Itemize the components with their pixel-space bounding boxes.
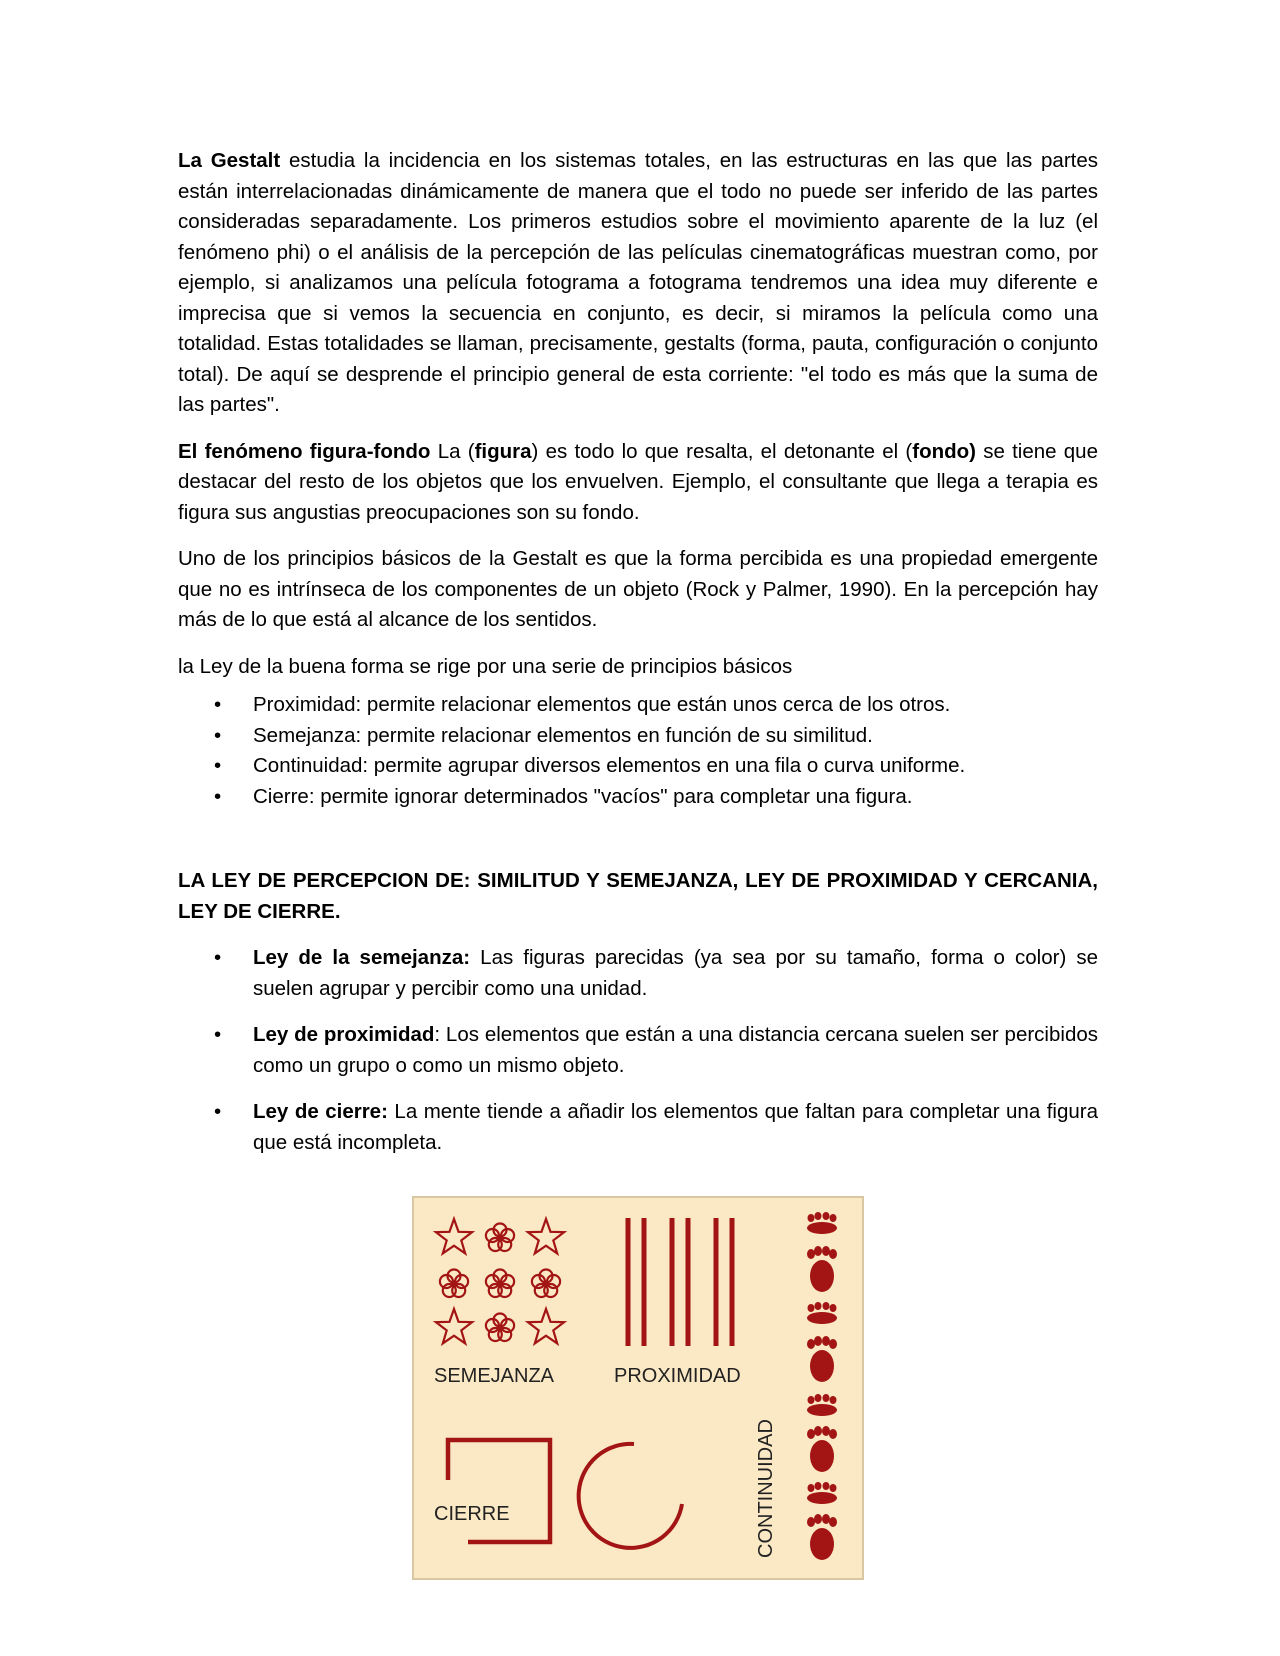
bullet: • <box>214 946 222 969</box>
bullet: • <box>214 693 222 716</box>
laws-list <box>178 943 1098 1158</box>
paragraph-gestalt <box>178 146 1098 421</box>
gestalt-laws-figure <box>412 1196 864 1580</box>
principle-text: Continuidad: permite agrupar diversos elementos en una fila o curva uniforme. <box>253 754 966 777</box>
principle-text: Proximidad: permite relacionar elementos que están unos cerca de los otros. <box>253 693 951 716</box>
list-item <box>178 1020 1098 1081</box>
list-item <box>178 751 1098 782</box>
gestalt-text: estudia la incidencia en los sistemas totales, en las estructuras en las que las partes están interrelacionadas dinámicamente de manera que el todo no puede ser inferido de las partes consideradas separadamente. Los primeros estudios sobre el movimiento aparente de la luz (el fenómeno phi) o el análisis de la percepción de las películas cinematográficas muestran como, por ejemplo, si analizamos una película fotograma a fotograma tendremos una idea muy diferente e imprecisa que si vemos la secuencia en conjunto, es decir, si miramos la película como una totalidad. Estas totalidades se llaman, precisamente, gestalts (forma, pauta, configuración o conjunto total). De aquí se desprende el principio general de esta corriente: "el todo es más que la suma de las partes". <box>178 149 1098 416</box>
law-term: Ley de cierre: <box>253 1100 388 1123</box>
figura-fondo-lead: El fenómeno figura-fondo <box>178 439 431 463</box>
gestalt-lead: La Gestalt <box>178 149 281 172</box>
law-text: La mente tiende a añadir los elementos que faltan para completar una figura que está incompleta. <box>253 1100 1098 1154</box>
label-cierre: CIERRE <box>434 1503 510 1525</box>
document-body <box>178 146 1098 1174</box>
bullet: • <box>214 784 222 808</box>
figura-bold: figura <box>474 439 532 463</box>
fondo-bold: fondo) <box>912 439 976 463</box>
list-item <box>178 943 1098 1004</box>
principle-text: Semejanza: permite relacionar elementos en función de su similitud. <box>253 723 873 747</box>
label-continuidad: CONTINUIDAD <box>755 1419 777 1558</box>
list-item <box>178 1097 1098 1158</box>
paragraph-buena-forma: la Ley de la buena forma se rige por una serie de principios básicos <box>178 654 793 678</box>
figura-fondo-text-3: se tiene que destacar del resto de los objetos que los envuelven. Ejemplo, el consultante que llega a terapia es figura sus angustias preocupaciones son su fondo. <box>178 439 1098 524</box>
label-semejanza: SEMEJANZA <box>434 1365 555 1387</box>
principles-list <box>178 690 1098 812</box>
principle-text: Cierre: permite ignorar determinados "vacíos" para completar una figura. <box>253 784 913 808</box>
list-item <box>178 782 1098 813</box>
bullet: • <box>214 1023 222 1046</box>
law-term: Ley de proximidad <box>253 1023 435 1046</box>
bullet: • <box>214 754 222 777</box>
label-proximidad: PROXIMIDAD <box>614 1365 741 1387</box>
figura-fondo-text-1: La ( <box>430 439 475 463</box>
figura-fondo-text-2: ) es todo lo que resalta, el detonante el ( <box>531 439 913 463</box>
law-text: : Los elementos que están a una distancia cercana suelen ser percibidos como un grupo o como un mismo objeto. <box>253 1023 1098 1077</box>
paragraph-principios: Uno de los principios básicos de la Gestalt es que la forma percibida es una propiedad emergente que no es intrínseca de los componentes de un objeto (Rock y Palmer, 1990). En la percepción hay más de lo que está al alcance de los sentidos. <box>178 547 1098 631</box>
law-term: Ley de la semejanza: <box>253 946 471 969</box>
list-item <box>178 690 1098 721</box>
paragraph-figura-fondo <box>178 437 1098 529</box>
bullet: • <box>214 1100 222 1123</box>
list-item <box>178 721 1098 752</box>
law-text: Las figuras parecidas (ya sea por su tamaño, forma o color) se suelen agrupar y percibir como una unidad. <box>253 946 1098 1000</box>
bullet: • <box>214 723 222 747</box>
section-heading: LA LEY DE PERCEPCION DE: SIMILITUD Y SEMEJANZA, LEY DE PROXIMIDAD Y CERCANIA, LEY DE CIERRE. <box>178 869 1098 923</box>
